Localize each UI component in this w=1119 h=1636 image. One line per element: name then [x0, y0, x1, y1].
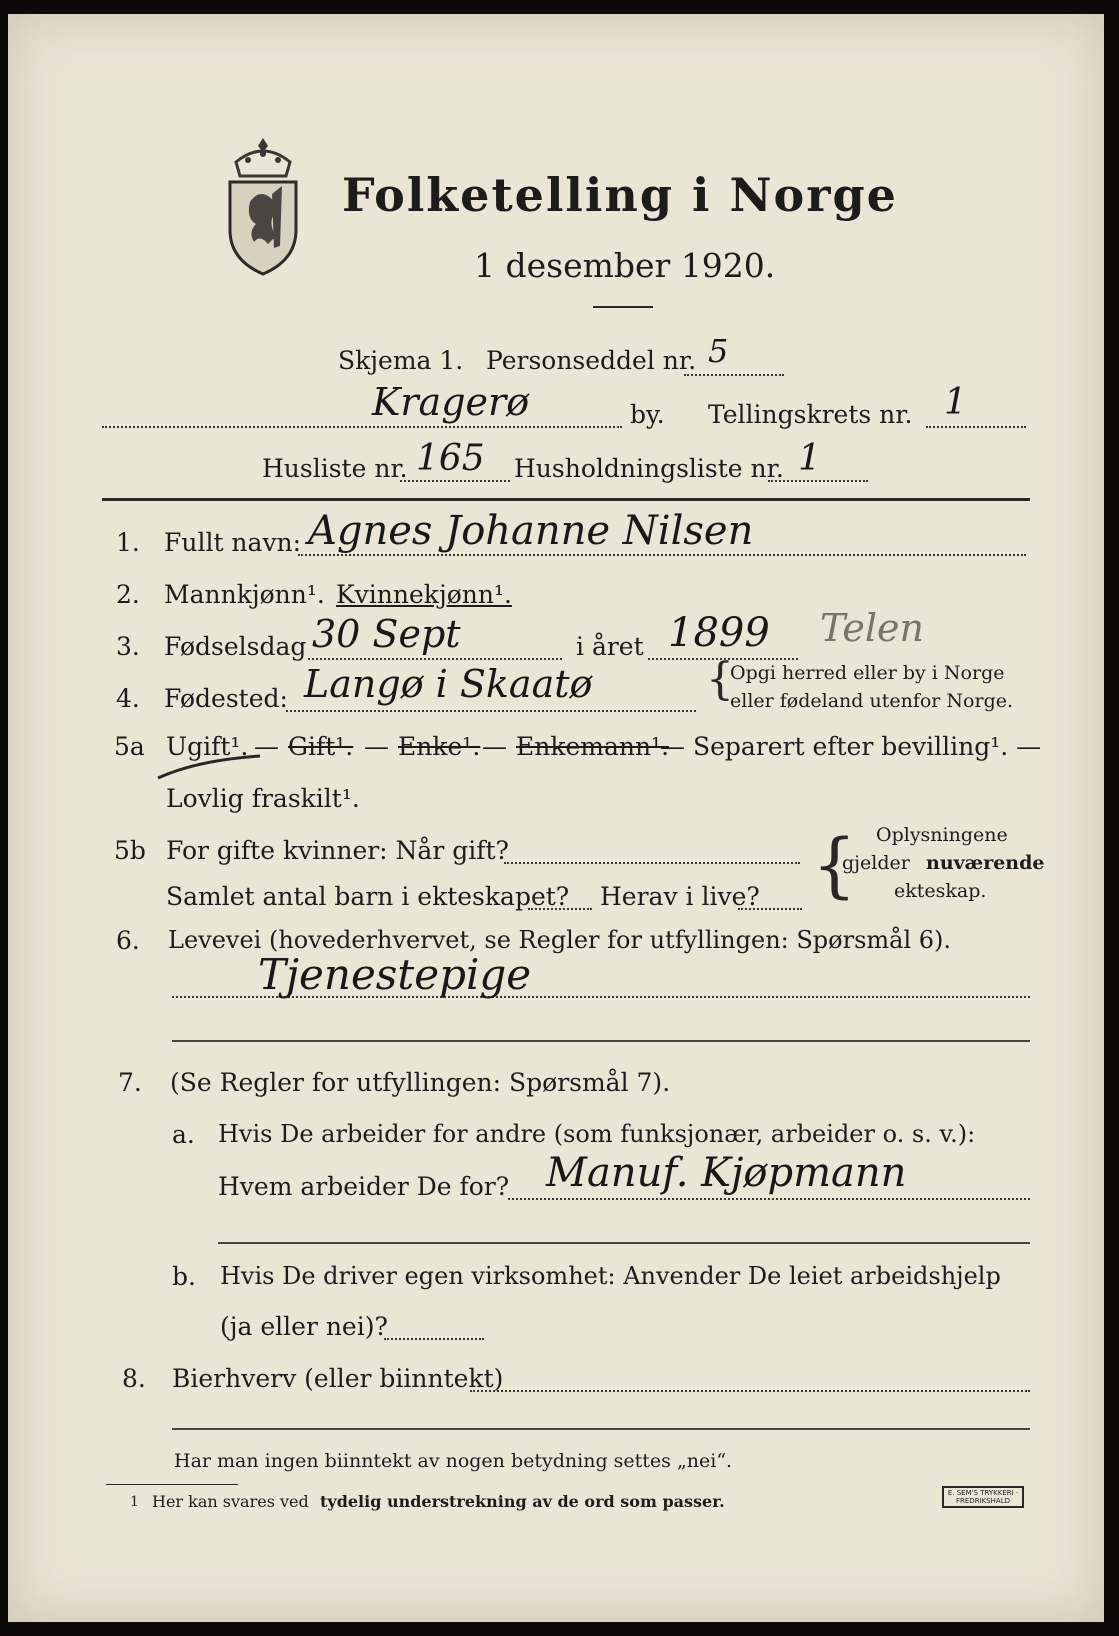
married-date-field[interactable]	[504, 862, 800, 864]
hired-help-field[interactable]	[384, 1338, 484, 1340]
employer-field[interactable]	[508, 1198, 1030, 1200]
q7-label: (Se Regler for utfyllingen: Spørsmål 7).	[170, 1068, 671, 1097]
q4-number: 4.	[116, 684, 140, 713]
gift-option[interactable]: Gift¹.	[288, 732, 354, 761]
footnote-text-a: Her kan svares ved	[152, 1492, 309, 1511]
footnote-text-b: tydelig understrekning av de ord som passer.	[320, 1492, 725, 1511]
q4-label: Fødested:	[164, 684, 288, 713]
q5b-brace: {	[812, 824, 857, 906]
footnote-divider	[106, 1484, 238, 1485]
q7b-letter: b.	[172, 1262, 196, 1291]
title-divider	[593, 306, 653, 308]
q1-number: 1.	[116, 528, 140, 557]
husliste-value: 165	[416, 438, 485, 479]
personseddel-label: Personseddel nr.	[486, 346, 697, 375]
city-value: Kragerø	[372, 380, 530, 424]
q5b-label: For gifte kvinner: Når gift?	[166, 836, 509, 865]
q8-label: Bierhverv (eller biinntekt)	[172, 1364, 504, 1393]
tellingskrets-value: 1	[944, 382, 967, 423]
q5a-dash-2: —	[364, 732, 389, 761]
q5b-hint-line2a: gjelder	[842, 852, 910, 874]
husholdningsliste-label: Husholdningsliste nr.	[514, 454, 784, 483]
q6-number: 6.	[116, 926, 140, 955]
q5b-hint-line2b: nuværende	[926, 852, 1045, 874]
ugift-option[interactable]: Ugift¹.	[166, 732, 249, 761]
tellingskrets-field[interactable]	[926, 426, 1026, 428]
occupation-value: Tjenestepige	[258, 950, 532, 999]
q5a-dash-1: —	[254, 732, 279, 761]
q3-number: 3.	[116, 632, 140, 661]
birthplace-field[interactable]	[286, 710, 696, 712]
birthday-value: 30 Sept	[312, 612, 461, 656]
q5a-number: 5a	[114, 732, 145, 761]
q1-label: Fullt navn:	[164, 528, 302, 557]
q7-number: 7.	[118, 1068, 142, 1097]
q7a-label: Hvis De arbeider for andre (som funksjonær, arbeider o. s. v.):	[218, 1120, 976, 1148]
q5b-number: 5b	[114, 836, 146, 865]
separert-option[interactable]: — Separert efter bevilling¹. —	[660, 732, 1042, 761]
skjema-label: Skjema 1.	[338, 346, 464, 375]
q5b-children-label: Samlet antal barn i ekteskapet?	[166, 882, 570, 911]
q7b-label: Hvis De driver egen virksomhet: Anvender De leiet arbeidshjelp	[220, 1262, 1001, 1290]
q2-number: 2.	[116, 580, 140, 609]
husholdningsliste-value: 1	[798, 438, 821, 479]
tellingskrets-label: Tellingskrets nr.	[708, 400, 913, 429]
census-form-sheet	[8, 14, 1104, 1622]
birthday-field[interactable]	[308, 658, 562, 660]
lovlig-fraskilt-option[interactable]: Lovlig fraskilt¹.	[166, 784, 360, 813]
form-title: Folketelling i Norge	[342, 168, 898, 222]
footnote-number: 1	[130, 1494, 139, 1510]
full-name-value: Agnes Johanne Nilsen	[308, 508, 754, 554]
children-alive-field[interactable]	[738, 908, 802, 910]
enke-option[interactable]: Enke¹.	[398, 732, 481, 761]
mannkjonn-option[interactable]: Mannkjønn¹.	[164, 580, 325, 609]
q4-hint-line1: Opgi herred eller by i Norge	[730, 662, 1005, 684]
q7a-employer-label: Hvem arbeider De for?	[218, 1172, 510, 1201]
q4-brace: {	[706, 654, 734, 705]
children-count-field[interactable]	[528, 908, 592, 910]
personseddel-field[interactable]	[684, 374, 784, 376]
side-income-extra-line	[172, 1428, 1030, 1430]
q5a-dash-3: —	[482, 732, 507, 761]
ugift-mark-stroke	[154, 754, 264, 784]
q4-hint-line2: eller fødeland utenfor Norge.	[730, 690, 1014, 712]
q8-number: 8.	[122, 1364, 146, 1393]
q3-label: Fødselsdag	[164, 632, 307, 661]
q7a-letter: a.	[172, 1120, 195, 1149]
q5b-hint-line1: Oplysningene	[876, 824, 1008, 846]
printer-stamp: E. SEM'S TRYKKERI · FREDRIKSHALD	[942, 1486, 1024, 1508]
norwegian-coat-of-arms-icon	[220, 132, 306, 282]
city-field[interactable]	[102, 426, 622, 428]
employer-value: Manuf. Kjøpmann	[546, 1150, 907, 1196]
kvinnekjonn-option[interactable]: Kvinnekjønn¹.	[336, 580, 512, 609]
employer-extra-line	[218, 1242, 1030, 1244]
full-name-field[interactable]	[298, 554, 1026, 556]
occupation-extra-line	[172, 1040, 1030, 1042]
by-label: by.	[630, 400, 665, 429]
birth-year-value: 1899	[668, 610, 770, 656]
q6-label: Levevei (hovederhvervet, se Regler for utfyllingen: Spørsmål 6).	[168, 926, 952, 954]
husliste-field[interactable]	[400, 480, 510, 482]
side-income-field[interactable]	[470, 1390, 1030, 1392]
q5b-hint-line3: ekteskap.	[894, 880, 987, 902]
header-separator	[102, 498, 1030, 501]
q5b-alive-label: Herav i live?	[600, 882, 760, 911]
q8-note: Har man ingen biinntekt av nogen betydning settes „nei“.	[174, 1450, 733, 1472]
q3-margin-note: Telen	[820, 606, 924, 650]
husliste-label: Husliste nr.	[262, 454, 408, 483]
q7b-yes-no-label: (ja eller nei)?	[220, 1312, 388, 1341]
q3-year-label: i året	[576, 632, 644, 661]
enkemann-option[interactable]: Enkemann¹.	[516, 732, 670, 761]
census-date: 1 desember 1920.	[474, 246, 776, 285]
birthplace-value: Langø i Skaatø	[304, 662, 593, 706]
personseddel-value: 5	[708, 332, 729, 370]
husholdningsliste-field[interactable]	[768, 480, 868, 482]
